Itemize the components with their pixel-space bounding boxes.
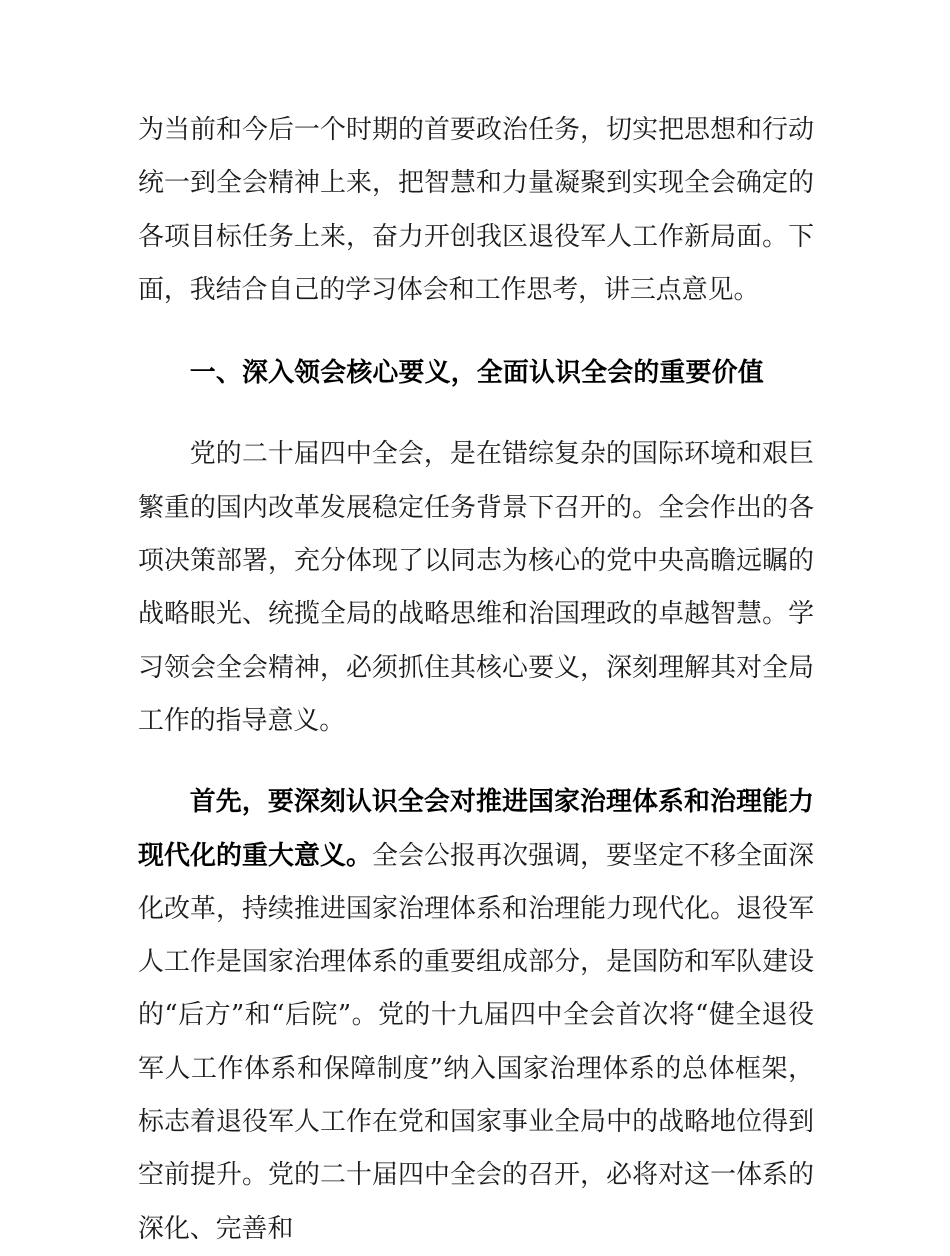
paragraph-continuation: 为当前和今后一个时期的首要政治任务，切实把思想和行动统一到全会精神上来，把智慧和力量凝聚到实现全会确定的各项目标任务上来，奋力开创我区退役军人工作新局面。下面，我结合自己的学习体会和工作思考，讲三点意见。 bbox=[138, 115, 814, 305]
document-text-column bbox=[138, 104, 814, 1256]
paragraph-three-bold-lead: 首先，要深刻认识全会对推进国家治理体系和治理能力现代化的重大意义。 bbox=[138, 787, 814, 871]
page-bottom-whitespace bbox=[0, 1120, 950, 1230]
paragraph-two: 党的二十届四中全会，是在错综复杂的国际环境和艰巨繁重的国内改革发展稳定任务背景下召开的。全会作出的各项决策部署，充分体现了以同志为核心的党中央高瞻远瞩的战略眼光、统揽全局的战略思维和治国理政的卓越智慧。学习领会全会精神，必须抓住其核心要义，深刻理解其对全局工作的指导意义。 bbox=[138, 439, 814, 736]
paragraph-three-rest: 全会公报再次强调，要坚定不移全面深化改革，持续推进国家治理体系和治理能力现代化。退役军人工作是国家治理体系的重要组成部分，是国防和军队建设的“后方”和“后院”。党的十九届四中全会首次将“健全退役军人工作体系和保障制度”纳入国家治理体系的总体框架，标志着退役军人工作在党和国家事业全局中的战略地位得到空前提升。党的二十届四中全会的召开，必将对这一体系的深化、完善和 bbox=[138, 840, 815, 1244]
section-heading-one: 一、深入领会核心要义，全面认识全会的重要价值 bbox=[189, 358, 764, 389]
